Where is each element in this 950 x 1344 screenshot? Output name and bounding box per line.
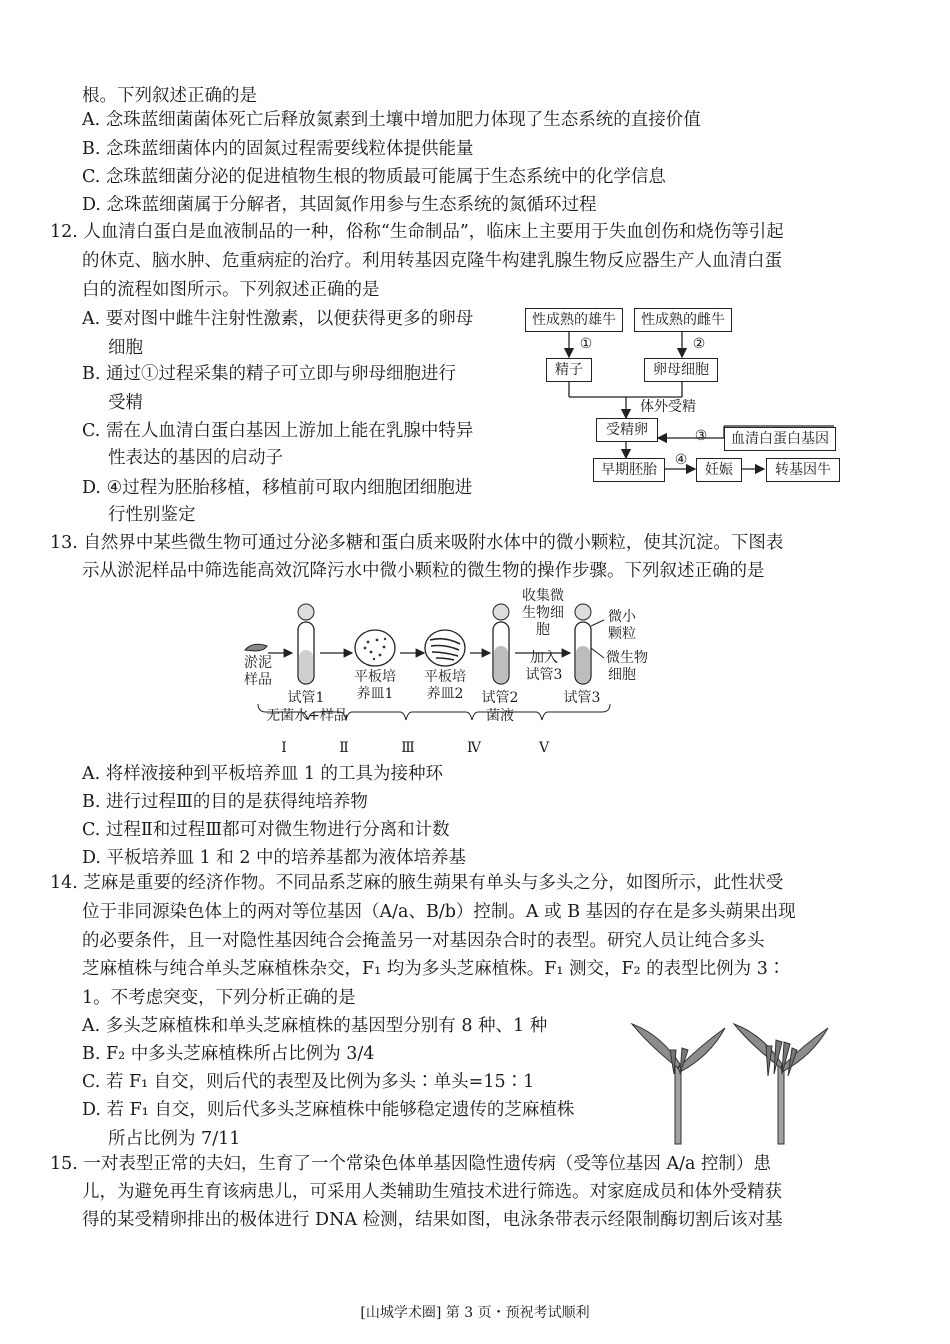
q11-option-c: C. 念珠蓝细菌分泌的促进植物生根的物质最可能属于生态系统中的化学信息 [82, 167, 666, 187]
q13-option-a: A. 将样液接种到平板培养皿 1 的工具为接种环 [82, 764, 444, 784]
flow-male-cattle: 性成熟的雄牛 [525, 308, 623, 332]
flow-transgenic-cow: 转基因牛 [766, 458, 840, 482]
label-particle-1: 微小 [608, 609, 636, 625]
q12-option-c-cont: 性表达的基因的启动子 [108, 448, 283, 468]
q15-stem-2: 儿，为避免再生育该病患儿，可采用人类辅助生殖技术进行筛选。对家庭成员和体外受精获 [82, 1182, 782, 1202]
q13-stem-2: 示从淤泥样品中筛选能高效沉降污水中微小颗粒的微生物的操作步骤。下列叙述正确的是 [82, 561, 765, 581]
q15-stem-3: 得的某受精卵排出的极体进行 DNA 检测，结果如图，电泳条带表示经限制酶切割后该对基 [82, 1210, 783, 1230]
flow-pregnancy: 妊娠 [696, 458, 742, 482]
flow-step-3: ③ [694, 428, 708, 444]
label-particle-2: 颗粒 [608, 626, 636, 642]
stage-5: Ⅴ [538, 740, 550, 756]
q12-option-b: B. 通过①过程采集的精子可立即与卵母细胞进行 [82, 364, 456, 384]
label-add-1: 加入 [530, 650, 558, 666]
flow-sperm: 精子 [546, 358, 592, 382]
label-add-2: 试管3 [525, 667, 563, 683]
label-sludge-1: 淤泥 [244, 655, 272, 671]
q14-option-c: C. 若 F₁ 自交，则后代的表型及比例为多头∶单头=15∶1 [82, 1072, 535, 1092]
flow-early-embryo: 早期胚胎 [593, 458, 665, 482]
q12-stem-1: 12. 人血清白蛋白是血液制品的一种，俗称“生命制品”，临床上主要用于失血创伤和烧伤等引起 [50, 222, 784, 242]
stage-4: Ⅳ [467, 740, 481, 756]
label-sludge-2: 样品 [244, 672, 272, 688]
stage-1: Ⅰ [281, 740, 287, 756]
flow-step-4: ④ [674, 452, 688, 468]
q12-option-d: D. ④过程为胚胎移植，移植前可取内细胞团细胞进 [82, 478, 473, 498]
q14-stem-4: 芝麻植株与纯合单头芝麻植株杂交，F₁ 均为多头芝麻植株。F₁ 测交，F₂ 的表型比例为 3∶ [82, 959, 786, 979]
label-tube2-note: 菌液 [486, 708, 514, 724]
q12-option-d-cont: 行性别鉴定 [108, 505, 196, 525]
label-plate2-b: 养皿2 [426, 686, 464, 702]
page-footer: [山城学术圈] 第 3 页・预祝考试顺利 [360, 1305, 590, 1321]
q14-stem-1: 14. 芝麻是重要的经济作物。不同品系芝麻的腋生蒴果有单头与多头之分，如图所示，此性状受 [50, 873, 784, 893]
q15-stem-1: 15. 一对表型正常的夫妇，生育了一个常染色体单基因隐性遗传病（受等位基因 A/a 控制）患 [50, 1154, 771, 1174]
q14-option-a: A. 多头芝麻植株和单头芝麻植株的基因型分别有 8 种、1 种 [82, 1016, 548, 1036]
q14-option-b: B. F₂ 中多头芝麻植株所占比例为 3/4 [82, 1044, 375, 1064]
q14-stem-2: 位于非同源染色体上的两对等位基因（A/a、B/b）控制。A 或 B 基因的存在是多头蒴果出现 [82, 902, 796, 922]
label-plate1-a: 平板培 [354, 669, 396, 685]
q11-option-d: D. 念珠蓝细菌属于分解者，其固氮作用参与生态系统的氮循环过程 [82, 195, 597, 215]
q14-stem-5: 1。不考虑突变，下列分析正确的是 [82, 988, 356, 1008]
flow-female-cattle: 性成熟的雌牛 [634, 308, 732, 332]
q13-stem-1: 13. 自然界中某些微生物可通过分泌多糖和蛋白质来吸附水体中的微小颗粒，使其沉淀。下图表 [50, 533, 784, 553]
label-collect-2: 生物细 [522, 605, 564, 621]
q14-option-d-cont: 所占比例为 7/11 [108, 1129, 241, 1149]
q11-stem-tail: 根。下列叙述正确的是 [82, 86, 257, 106]
flow-ivf-label: 体外受精 [640, 399, 696, 415]
q11-option-b: B. 念珠蓝细菌体内的固氮过程需要线粒体提供能量 [82, 139, 474, 159]
label-collect-1: 收集微 [522, 588, 564, 604]
q13-option-b: B. 进行过程Ⅲ的目的是获得纯培养物 [82, 792, 368, 812]
label-plate1-b: 养皿1 [356, 686, 394, 702]
q12-option-a-cont: 细胞 [108, 338, 143, 358]
flow-step-2: ② [692, 336, 706, 352]
q11-option-a: A. 念珠蓝细菌菌体死亡后释放氮素到土壤中增加肥力体现了生态系统的直接价值 [82, 110, 701, 130]
q12-option-c: C. 需在人血清白蛋白基因上游加上能在乳腺中特异 [82, 421, 474, 441]
label-plate2-a: 平板培 [424, 669, 466, 685]
label-tube1-note: 无菌水+样品 [266, 708, 348, 724]
q13-option-c: C. 过程Ⅱ和过程Ⅲ都可对微生物进行分离和计数 [82, 820, 450, 840]
stage-2: Ⅱ [339, 740, 349, 756]
q14-option-d: D. 若 F₁ 自交，则后代多头芝麻植株中能够稳定遗传的芝麻植株 [82, 1100, 575, 1120]
sesame-plant-illustration [630, 1016, 850, 1146]
q14-stem-3: 的必要条件，且一对隐性基因纯合会掩盖另一对基因杂合时的表型。研究人员让纯合多头 [82, 931, 765, 951]
stage-3: Ⅲ [401, 740, 415, 756]
label-cell-2: 细胞 [608, 667, 636, 683]
flow-zygote: 受精卵 [596, 418, 658, 442]
flow-step-1: ① [579, 336, 593, 352]
q12-stem-2: 的休克、脑水肿、危重病症的治疗。利用转基因克隆牛构建乳腺生物反应器生产人血清白蛋 [82, 251, 782, 271]
label-tube2: 试管2 [481, 690, 519, 706]
q12-option-b-cont: 受精 [108, 393, 143, 413]
q12-option-a: A. 要对图中雌牛注射性激素，以便获得更多的卵母 [82, 309, 474, 329]
flow-oocyte: 卵母细胞 [644, 358, 718, 382]
label-cell-1: 微生物 [606, 650, 648, 666]
q12-stem-3: 白的流程如图所示。下列叙述正确的是 [82, 280, 380, 300]
label-tube3: 试管3 [563, 690, 601, 706]
label-collect-3: 胞 [536, 622, 550, 638]
q13-option-d: D. 平板培养皿 1 和 2 中的培养基都为液体培养基 [82, 848, 467, 868]
flow-gene: 血清白蛋白基因 [724, 427, 836, 451]
label-tube1: 试管1 [287, 690, 325, 706]
